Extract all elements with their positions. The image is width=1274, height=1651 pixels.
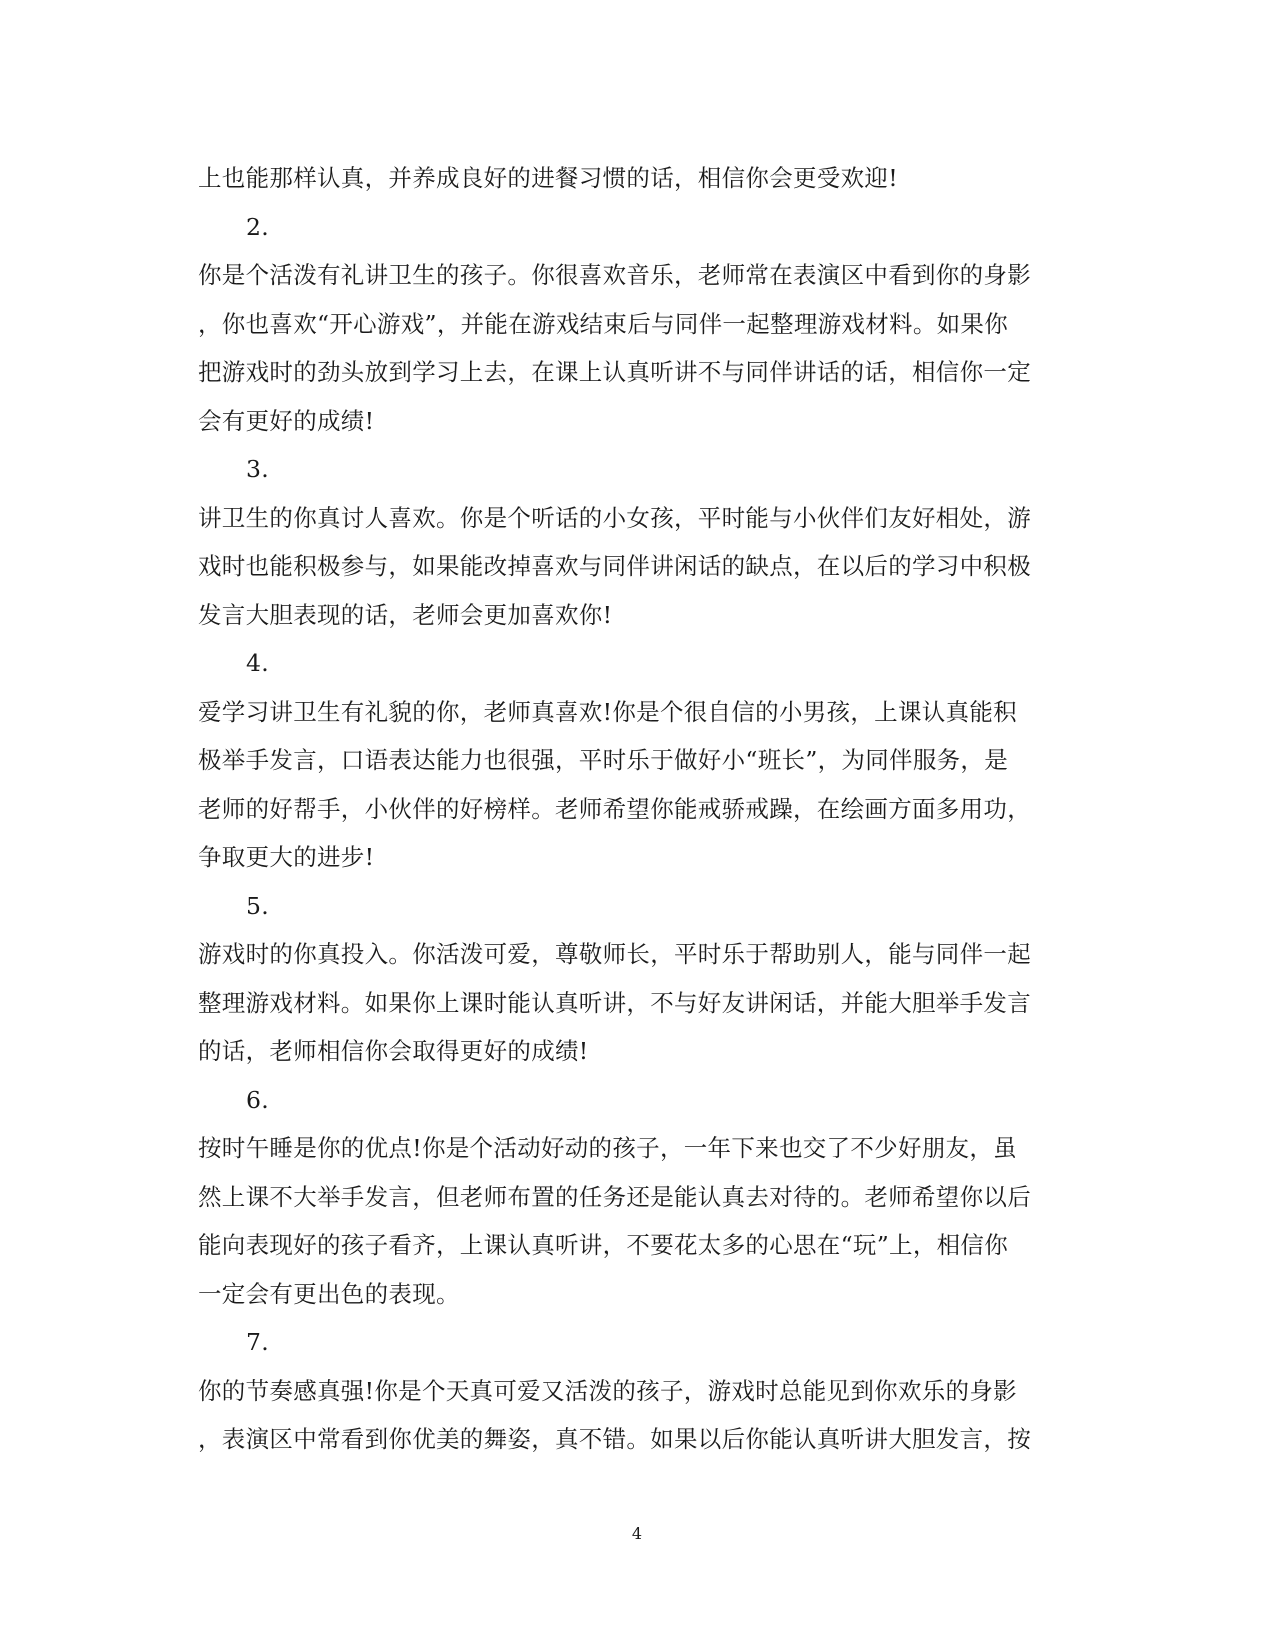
item-number: 2. <box>246 212 270 241</box>
text-line: 戏时也能积极参与，如果能改掉喜欢与同伴讲闲话的缺点，在以后的学习中积极 <box>198 552 1031 580</box>
text-line: 然上课不大举手发言，但老师布置的任务还是能认真去对待的。老师希望你以后 <box>198 1182 1031 1211</box>
text-line: 的话，老师相信你会取得更好的成绩! <box>198 1037 589 1065</box>
text-line: 争取更大的进步! <box>198 843 375 871</box>
text-line: 你是个活泼有礼讲卫生的孩子。你很喜欢音乐，老师常在表演区中看到你的身影 <box>198 261 1031 289</box>
item-number: 7. <box>246 1328 270 1356</box>
page-body <box>198 154 1078 1464</box>
text-line: 老师的好帮手，小伙伴的好榜样。老师希望你能戒骄戒躁，在绘画方面多用功， <box>198 794 1031 823</box>
item-number: 4. <box>246 649 270 677</box>
text-line: ，你也喜欢“开心游戏”，并能在游戏结束后与同伴一起整理游戏材料。如果你 <box>198 309 1009 338</box>
item-number: 5. <box>246 891 270 920</box>
text-line: ，表演区中常看到你优美的舞姿，真不错。如果以后你能认真听讲大胆发言，按 <box>198 1425 1031 1453</box>
text-line: 整理游戏材料。如果你上课时能认真听讲，不与好友讲闲话，并能大胆举手发言 <box>198 988 1031 1017</box>
text-line: 上也能那样认真，并养成良好的进餐习惯的话，相信你会更受欢迎! <box>198 164 898 192</box>
text-line: 你的节奏感真强!你是个天真可爱又活泼的孩子，游戏时总能见到你欢乐的身影 <box>198 1376 1017 1405</box>
item-number: 6. <box>246 1085 270 1114</box>
text-line: 极举手发言，口语表达能力也很强，平时乐于做好小“班长”，为同伴服务，是 <box>198 746 1009 774</box>
text-line: 把游戏时的劲头放到学习上去，在课上认真听讲不与同伴讲话的话，相信你一定 <box>198 358 1031 386</box>
text-line: 按时午睡是你的优点!你是个活动好动的孩子，一年下来也交了不少好朋友，虽 <box>198 1134 1017 1162</box>
text-line: 会有更好的成绩! <box>198 406 375 435</box>
text-line: 讲卫生的你真讨人喜欢。你是个听话的小女孩，平时能与小伙伴们友好相处，游 <box>198 503 1031 532</box>
page-number: 4 <box>631 1524 643 1543</box>
text-line: 游戏时的你真投入。你活泼可爱，尊敬师长，平时乐于帮助别人，能与同伴一起 <box>198 940 1031 968</box>
text-line: 发言大胆表现的话，老师会更加喜欢你! <box>198 600 613 629</box>
text-line: 能向表现好的孩子看齐，上课认真听讲，不要花太多的心思在“玩”上，相信你 <box>198 1231 1009 1259</box>
text-line: 一定会有更出色的表现。 <box>198 1279 460 1308</box>
item-number: 3. <box>246 455 270 483</box>
text-line: 爱学习讲卫生有礼貌的你，老师真喜欢!你是个很自信的小男孩，上课认真能积 <box>198 697 1017 726</box>
